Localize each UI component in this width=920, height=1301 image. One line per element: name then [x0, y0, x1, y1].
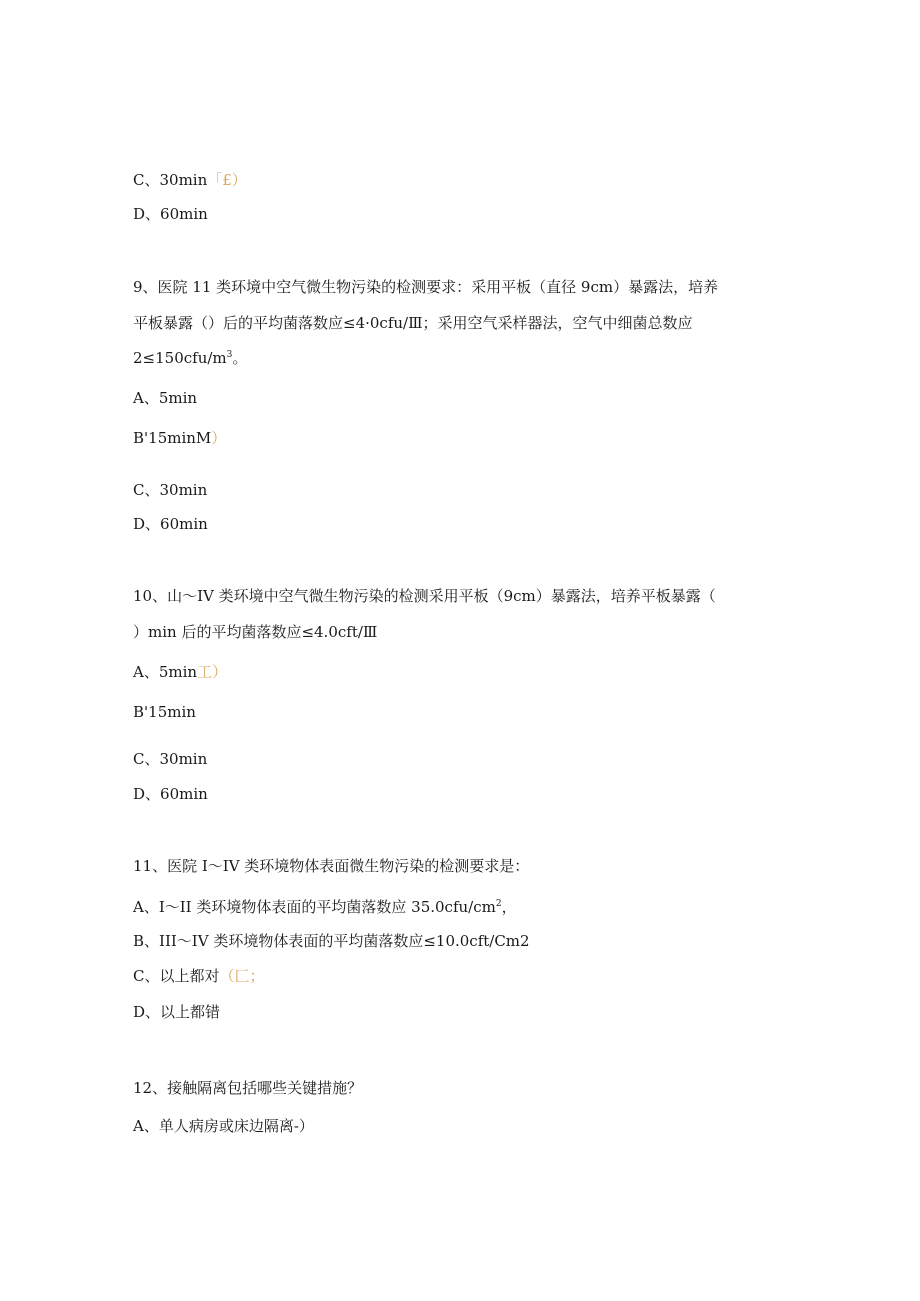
- q10-option-a-mark: 工）: [197, 663, 228, 681]
- q10-option-a-text: A、5min: [133, 663, 198, 681]
- q9-option-b: [133, 428, 226, 448]
- q11-option-c-text: C、以上都对: [133, 967, 220, 985]
- q12-option-a: A、单人病房或床边隔离-）: [133, 1117, 314, 1135]
- q10-option-a: [133, 662, 227, 682]
- q9-option-b-text: B'15minM: [133, 429, 212, 447]
- q11-option-b: B、III～IV 类环境物体表面的平均菌落数应≤10.0cft/Cm2: [133, 932, 530, 950]
- q9-option-a: A、5min: [133, 389, 198, 407]
- q11-option-a-end: ，: [501, 898, 517, 916]
- q10-option-d: D、60min: [133, 785, 208, 803]
- q10-stem-line-2: ）min 后的平均菌落数应≤4.0cft/Ⅲ: [133, 623, 378, 641]
- q8-option-d: D、60min: [133, 205, 208, 223]
- q9-option-b-mark: ）: [211, 429, 227, 447]
- q11-option-a-text: A、I～II 类环境物体表面的平均菌落数应 35.0cfu/cm: [133, 898, 496, 916]
- q11-option-a: [133, 897, 517, 917]
- q8-option-c: [133, 170, 247, 190]
- q12-stem: 12、接触隔离包括哪些关键措施？: [133, 1079, 363, 1097]
- q9-stem-superscript: 3: [226, 350, 233, 360]
- q10-option-b: B'15min: [133, 703, 196, 721]
- q8-option-c-text: C、30min: [133, 171, 208, 189]
- q9-option-d: D、60min: [133, 515, 208, 533]
- q9-stem-line-3-end: 。: [232, 349, 248, 367]
- q9-stem-line-1: 9、医院 11 类环境中空气微生物污染的检测要求：采用平板（直径 9cm）暴露法，培养: [133, 278, 719, 296]
- q11-option-a-superscript: 2: [495, 899, 502, 909]
- q9-stem-line-3-text: 2≤150cfu/m: [133, 349, 227, 367]
- q8-option-c-mark: 「£）: [207, 171, 247, 189]
- q11-option-d: D、以上都错: [133, 1003, 221, 1021]
- q11-stem: 11、医院 I～IV 类环境物体表面微生物污染的检测要求是：: [133, 857, 530, 875]
- q10-stem-line-1: 10、山～IV 类环境中空气微生物污染的检测采用平板（9cm）暴露法，培养平板暴露（: [133, 587, 716, 605]
- q11-option-c-mark: （匚；: [219, 967, 265, 985]
- q9-stem-line-3: [133, 348, 247, 368]
- q11-option-c: [133, 966, 265, 986]
- q9-stem-line-2: 平板暴露（）后的平均菌落数应≤4·0cfu/Ⅲ；采用空气采样器法，空气中细菌总数应: [133, 314, 693, 332]
- q9-option-c: C、30min: [133, 481, 208, 499]
- q10-option-c: C、30min: [133, 750, 208, 768]
